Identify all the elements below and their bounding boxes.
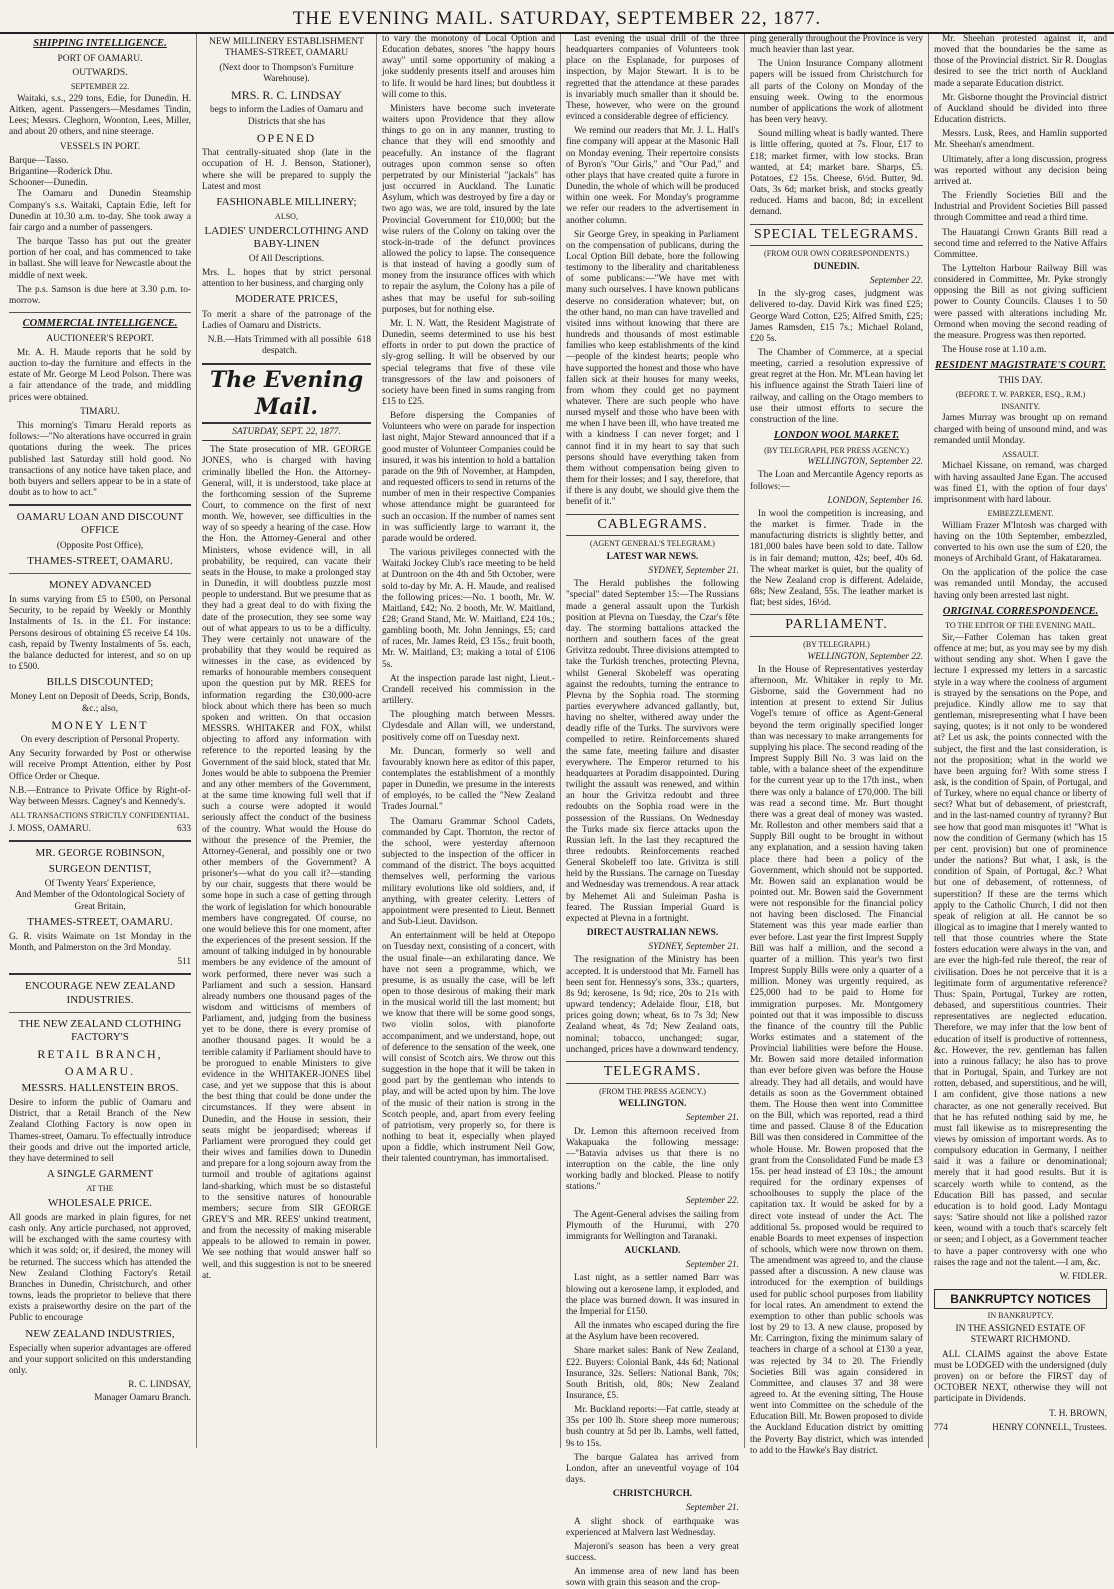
column-5 [744, 34, 928, 1456]
sheehan-text: Mr. Sheehan protested against it, and moved that the boundaries be the same as those of the Provincial district. Sir R. Douglas desired to see the trict north of Auckland made a separate Education district. [934, 34, 1107, 89]
grammar-text: The Oamaru Grammar School Cadets, commanded by Capt. Thornton, the rector of the school, were yesterday afternoon subjected to the inspection of the officer in command of the district. The boys acquitted themselves well, performing the various military evolutions like old soldiers, and, if anything, with greater celerity. Letters of appointment were presented to Lieut. Bennett and Sub-Lieut. Davidson. [382, 816, 555, 928]
nz-industries: NEW ZEALAND INDUSTRIES, [25, 1327, 175, 1340]
fashionable: FASHIONABLE MILLINERY; [216, 195, 357, 208]
war-date: SYDNEY, September 21. [648, 566, 739, 577]
outwards-date: SEPTEMBER 22. [70, 82, 130, 92]
lusk-text: Messrs. Lusk, Rees, and Hamlin supported Mr. Sheehan's amendment. [934, 129, 1107, 151]
to-editor: TO THE EDITOR OF THE EVENING MAIL. [945, 621, 1096, 631]
union-text: The Union Insurance Company allotment papers will be issued from Christchurch for all parts of the Colony on Monday of the ensuing week. Owing to the enormous number of applications the work of allotment has been very heavy. [750, 59, 923, 126]
land-text: An immense area of new land has been sown with grain this season and the crop- [566, 1567, 739, 1589]
friendly-text: The Friendly Societies Bill and the Industrial and Provident Societies Bill passed through Committee and read a third time. [934, 191, 1107, 224]
dunedin-title: DUNEDIN. [813, 261, 860, 272]
divider [9, 973, 191, 975]
duncan-text: Mr. Duncan, formerly so well and favourably known here as editor of this paper, contemplates the establishment of a monthly paper in Dunedin, we presume in the interests of employés, to be called the "New Zealand Trades Journal." [382, 746, 555, 813]
single-garment: A SINGLE GARMENT [46, 1168, 154, 1180]
market-text: Share market sales: Bank of New Zealand, £22. Buyers: Colonial Bank, 44s 6d; National Insurance, 32s. Sellers: National Bank, 70s; South British, old, 80s; New Zealand Insurance, £5. [566, 1346, 739, 1401]
also: ALSO, [275, 212, 298, 221]
dentist-advert [9, 847, 191, 969]
auctioneer-title: AUCTIONEER'S REPORT. [46, 333, 154, 344]
ladies: LADIES' UNDERCLOTHING AND BABY-LINEN [204, 224, 369, 250]
ploughing-text: The ploughing match between Messrs. Clydesdale and Allan will, we understand, positively come off on Tuesday next. [382, 710, 555, 743]
millinery-sub: (Next door to Thompson's Furniture Warehouse). [219, 62, 354, 84]
bills-title: BILLS DISCOUNTED; [46, 676, 154, 689]
ultimately-text: Ultimately, after a long discussion, progress was reported without any decision being arrived at. [934, 154, 1107, 187]
wellington-date: September 21. [685, 1113, 739, 1124]
hallenstein-text: MESSRS. HALLENSTEIN BROS. [21, 1081, 179, 1094]
money-text: In sums varying from £5 to £500, on Personal Security, to be repaid by Weekly or Monthly Instalments of 1s. in the £1. For instance: Persons desirous of obtaining £5 receive £4 10s. cash, repaid by Twenty Instalments of 5s. each, the balance deducted for interest, and so on up to £500. [9, 595, 191, 673]
money-lent: MONEY LENT [51, 717, 149, 732]
moss-signature: J. MOSS, OAMARU. 633 [9, 823, 191, 834]
outwards-title: OUTWARDS. [72, 67, 128, 78]
australian-title: DIRECT AUSTRALIAN NEWS. [586, 928, 719, 939]
shipping-title: SHIPPING INTELLIGENCE. [33, 38, 167, 49]
hopes-text: Mrs. L. hopes that by strict personal attention to her business, and charging only [202, 268, 371, 290]
outwards-text: Waitaki, s.s., 229 tons, Edie, for Dunedin. H. Aitken, agent. Passengers—Mesdames Tindin, Lees; Messrs. Cleghorn, Woonton, Lees, Miller, and about 20 others, and nine steerage. [9, 93, 191, 138]
divider [9, 573, 191, 574]
war-text: The Herald publishes the following "special" dated September 15:—The Russians made a general assault upon the Turkish position at Plevna on Tuesday, the Czar's fête day. The storming battalions attacked the northern and southern faces of the great Grivitza redoubt. Three divisions attempted to take the Turkish trenches, protecting Plevna, whilst General Skobeleff was operating against the redoubts, turning the entrance to Plevna by the Sophia road. The storming parties everywhere advanced gallantly, but, having no shelter, withered away under the deadly rifle of the Turks. The survivors were compelled to retire. Reinforcements shared the same fate, meeting failure and disaster everywhere. The Emperor returned to his headquarters at Poradim disappointed. During twilight the assault was renewed, and within an hour the Grivitza redoubt and three redoubts on the Sophia road were in the possession of the Russians. On Wednesday the Turks made six fierce attacks upon the Russian left. In the last they recaptured the three redoubts. Reinforcements reached General Skobeleff too late. Grivitza is still held by the Russians. The carnage on Tuesday and Wednesday was tremendous. A rear attack by Mehemet Ali and Suleiman Pasha is feared. The Russian Imperial Guard is expected at Plevna in a fortnight. [566, 579, 739, 924]
drill-text: Last evening the usual drill of the three headquarters companies of Volunteers took place on the Esplanade, for purposes of inspection, by Major Stewart. It is to be regretted that the attendance at these parades is invariably much smaller than it should be. These, however, who were on the ground evinced a considerable degree of efficiency. [566, 34, 739, 123]
wellington-text: Dr. Lemon this afternoon received from Wakapuaka the following message:—"Batavia advises us that there is no interruption on the cable, the line only working badly and blocked. Please to notify stations." [566, 1126, 739, 1193]
clothing-title: THE NEW ZEALAND CLOTHING FACTORY'S [18, 1017, 182, 1043]
embezzlement-text: William Frazer M'Intosh was charged with having on the 10th September, embezzled, converted to his own use the sum of £20, the moneys of Archibald Grant, of Hakataramea. [934, 520, 1107, 565]
lindsay-text: begs to inform the Ladies of Oamaru and Districts that she has [209, 105, 364, 127]
column-2 [196, 34, 376, 1448]
columns [4, 34, 1112, 1589]
wool-title: LONDON WOOL MARKET. [773, 430, 900, 442]
editorial-cont: to vary the monotony of Local Option and Education debates, snores "the happy hours away" until some opportunity of making a joke suddenly presents itself and arouses him to life. It would be hard lines; but doubtless it will come to this. [382, 34, 555, 100]
cont-text: ping generally throughout the Province is very much heavier than last year. [750, 34, 923, 56]
christchurch-date: September 21. [685, 1503, 739, 1514]
dunedin-date: September 22. [869, 276, 923, 287]
vessels-title: VESSELS IN PORT. [59, 141, 141, 152]
wool-date: WELLINGTON, September 22. [807, 457, 923, 468]
wellington-title: WELLINGTON. [618, 1099, 687, 1110]
fidler-sign: W. FIDLER. [1059, 1271, 1107, 1282]
bills-text: Money Lent on Deposit of Deeds, Scrip, Bonds, &c.; also, [10, 692, 190, 714]
bankruptcy-title: BANKRUPTCY NOTICES [934, 1289, 1107, 1309]
dentist-exp: Of Twenty Years' Experience, [44, 879, 156, 890]
vessel-item: Barque—Tasso. [9, 155, 69, 166]
harbour-text: The Lyttelton Harbour Railway Bill was considered in Committee, Mr. Pyke strongly opposing the Bill as not giving sufficient power to County Councils. Clauses 1 to 50 were passed with alterations including Mr. Ormond when moving the second reading of the measure. Progress was then reported. [934, 263, 1107, 341]
retail-title: RETAIL BRANCH, [37, 1047, 163, 1062]
security-text: Any Security forwarded by Post or otherwise will receive Prompt Attention, either by Post Office Order or Cheque. [9, 749, 191, 782]
watt-text: Mr. I. N. Watt, the Resident Magistrate of Dunedin, seems determined to use his best efforts in order to put down the practice of sly-grog selling. It will be observed by our special telegrams that five of these vile transgressors of the law and poisoners of society have been fined in sums ranging from £15 to £25. [382, 318, 555, 407]
retail-place: OAMARU. [64, 1064, 136, 1079]
timaru-text: This morning's Timaru Herald reports as follows:—"No alterations have occurred in grain quotations during the week. The prices published last Saturday still hold good. No transactions of any notice have taken place, and both buyers and sellers appear to be in a state of doubt as to how to act." [9, 421, 191, 499]
buckland-text: Mr. Buckland reports:—Fat cattle, steady at 35s per 100 lb. Store sheep more numerous; bush country at 5d per lb. Lambs, well fatted, 9s to 15s. [566, 1405, 739, 1449]
rm-title: RESIDENT MAGISTRATE'S COURT. [935, 360, 1106, 372]
cablegrams-title: CABLEGRAMS. [566, 514, 739, 537]
auckland-text: Last night, as a settler named Barr was blowing out a kerosene lamp, it exploded, and the place was burned down. It was insured in the Imperial for £150. [566, 1273, 739, 1317]
millinery-title: NEW MILLINERY ESTABLISHMENT THAMES-STREET, OAMARU [209, 37, 364, 59]
assault-text: Michael Kissane, on remand, was charged with having assaulted Jane Egan. The accused was fined £1, with the option of four days' imprisonment with hard labour. [934, 461, 1107, 505]
lindsay-sign: R. C. LINDSAY, [128, 1380, 191, 1391]
column-1 [4, 34, 196, 1448]
special-title: SPECIAL TELEGRAMS. [750, 224, 923, 247]
christchurch-title: CHRISTCHURCH. [612, 1489, 693, 1500]
timaru-title: TIMARU. [80, 406, 120, 417]
hats-line: N.B.—Hats Trimmed with all possible despatch. 618 [207, 334, 371, 357]
at-the: AT THE [86, 1184, 114, 1194]
telegrams-title: TELEGRAMS. [566, 1061, 739, 1084]
opened: OPENED [256, 130, 317, 145]
agent-text: The Agent-General advises the sailing from Plymouth of the Hurunui, with 270 immigrants for Wellington and Taranaki. [566, 1209, 739, 1242]
auckland-date: September 21. [685, 1260, 739, 1271]
steam-text: The Oamaru and Dunedin Steamship Company's s.s. Waitaki, Captain Edie, left for Dunedin at 10.30 a.m. to-day. She took away a fair cargo and a number of passengers. [9, 189, 191, 233]
special-sub: (FROM OUR OWN CORRESPONDENTS.) [764, 249, 909, 259]
lindsay-name: MRS. R. C. LINDSAY [231, 88, 342, 103]
wool-sub: (BY TELEGRAPH, PER PRESS AGENCY.) [764, 445, 909, 455]
premises-text: That centrally-situated shop (late in the occupation of H. J. Benson, Stationer), where she will be prepared to supply the Latest and most [202, 148, 371, 192]
war-title: LATEST WAR NEWS. [606, 551, 699, 562]
australian-text: The resignation of the Ministry has been accepted. It is understood that Mr. Farnell has been sent for. Hennessy's sons, 33s.; quarters, 8s 9d; kerosene, 1s 9d; rice, 20s to 21s with upward tendency; Adelaide flour, £18, but prices going down; wheat, 6s to 7s 3d; New Zealand wheat, 4s 7d; New Zealand oats, nominal; tobacco, unchanged; sugar, unchanged, prices have a downward tendency. [566, 955, 739, 1055]
commercial-title: COMMERCIAL INTELLIGENCE. [22, 318, 178, 330]
wellington-date2: September 22. [685, 1196, 739, 1207]
assault-title: ASSAULT. [1002, 449, 1039, 459]
telegrams-sub: (FROM THE PRESS AGENCY.) [599, 1086, 706, 1096]
loan-street: THAMES-STREET, OAMARU. [27, 554, 173, 567]
desire-text: Desire to inform the public of Oamaru and District, that a Retail Branch of the New Zealand Clothing Factory is now open in Thames-street, Oamaru. To effectually introduce their goods and drive out the imported article, they have determined to sell [9, 1098, 191, 1164]
gisborne-text: Mr. Gisborne thought the Provincial district of Auckland should be divided into three Education districts. [934, 92, 1107, 126]
column-6 [928, 34, 1112, 1448]
nb-text: N.B.—Entrance to Private Office by Right-of-Way between Messrs. Cagney's and Kennedy's. [9, 785, 191, 807]
loan-title: OAMARU LOAN AND DISCOUNT OFFICE [16, 511, 184, 537]
moderate: MODERATE PRICES, [235, 293, 338, 306]
galatea-text: The barque Galatea has arrived from London, after an uneventful voyage of 104 days. [566, 1452, 739, 1486]
paper-date: SATURDAY, SEPT. 22, 1877. [202, 427, 371, 441]
volunteers-text: Before dispersing the Companies of Volunteers who were on parade for inspection last night, Major Steward announced that if a good muster of Volunteer Companies could be insured, it was his intention to hold a battalion parade on the 9th of November, at Hampden, and requested officers to send in returns of the number of men in their respective Companies whose attendance might be guaranteed for such an occasion. If the number of names sent in was sufficiently large to warrant it, the parade would be ordered. [382, 411, 555, 544]
rm-before: (BEFORE T. W. PARKER, ESQ., R.M.) [955, 390, 1086, 400]
inspection-text: At the inspection parade last night, Lieut.-Crandell received his commission in the artillery. [382, 673, 555, 707]
paper-title: The Evening Mail. [202, 363, 371, 424]
wool-intro: The Loan and Mercantile Agency reports as follows:— [750, 470, 923, 492]
parliament-title: PARLIAMENT. [750, 614, 923, 637]
otepopo-text: An entertainment will be held at Otepopo on Tuesday next, consisting of a concert, with the usual finale—an exhilarating dance. We have not seen a programme, which, we presume, is as usually the case, will be left open to those desirous of making their mark in the musical world till the last moment; but we know that there will be some good songs, two violin solos, with pianoforte accompaniment, and we understand, hope, out of deference to the sensation of the week, one will consist of Scotch airs. We throw out this suggestion in the hope that it will be taken in good part by the gentleman who intends to play, and will be acted upon by him. The love of the music of their nation is strong in the Scotch people, and, apart from every feeling of patriotism, very properly so, for there is nothing to beat it, especially when played upon a fiddle, which instrument Neil Gow, their talented countryman, has immortalised. [382, 931, 555, 1165]
goods-text: All goods are marked in plain figures, for net cash only. Any article purchased, not approved, will be exchanged with the same courtesy with which it was sold; or, if desired, the money will be returned. The success which has attended the New Zealand Clothing Factory's Retail Branches in Dunedin, Christchurch, and other towns, leads the proprietor to believe that there exists a praiseworthy desire on the part of the Public to encourage [9, 1212, 191, 1324]
chamber-text: The Chamber of Commerce, at a special meeting, carried a resolution expressive of great regret at the Hon. Mr. M'Lean having let his influence against the Strath Taieri line of railway, and calling on the Otago members to use their utmost efforts to secure the construction of the line. [750, 347, 923, 425]
brown-sign: T. H. BROWN, [1049, 1408, 1107, 1419]
insanity-text: James Murray was brought up on remand charged with being of unsound mind, and was remanded until Monday. [934, 413, 1107, 446]
christchurch-text: A slight shock of earthquake was experienced at Malvern last Wednesday. [566, 1516, 739, 1538]
port-title: PORT OF OAMARU. [57, 53, 143, 64]
claims-text: ALL CLAIMS against the above Estate must be LODGED with the undersigned (duly proven) on or before the FIRST day of OCTOBER NEXT, otherwise they will not participate in Dividends. [934, 1349, 1107, 1405]
letter-text: Sir,—Father Coleman has taken great offence at me; but, as you may see by my dish without sending any shot. When I gave the lecture I expressed my letters in a sarcastic style in a way where the coolness of argument is strayed by the sensations on the Pope, and prejudice. Kindly allow me to say that gentleman, misrepresenting what I have been saying, quotes; is it not only to be wondered at? Let us ask, the points connected with the subject, the first and the last consideration, is not the proposition; what in the world we have been arguing for? With some stress I ask, is the condition of Spain, of Portugal, and of Turkey, where no equal chance or liberty of sect? What but of debasement, of priestcraft, and in the last-named country of tyranny? But see how that good man misquotes it! "What is now the condition of Germany (which has 15 per cent. provision) but one of prominence under the nations? But what, I ask, is the condition of Spain, of Portugal, &c.? What but one of debasement, of rottenness, of superstition? If these are the terms which apply to the Catholic Church, I did not then speak of religion at all. He cannot be so illogical as to imagine that I merely wanted to tell that those countries where the State fosters education were always in the van, and are ever the high-fed rule thereof, the rear of civilisation. Does he not perceive that it is a legitimate form of argumentative reference? Thus: Spain, Portugal, Turkey are rotten, debased, and superstitious countries. Their representatives are neglected education. Therefore, we may infer that the low bent of education of itself is productive of rottenness, &c. However, the rev. gentleman has fallen into a ruinous fallacy; he also has to prove that in Portugal, Spain, and Turkey are not rotten, debased, and superstitious, and he will, I am confident, give those nations a new character, as one not generally received. But that he has refuted nothing said by me, he must fall likewise as to misrepresenting the views by omission of important words. As to compulsory education in Germany, I neither said it was a failure or denominational; merely that it had good results. But it is scarcely worth while to contend, as the Education Bill has passed, and secular education is to hold good. Lady Montagu says: 'Satire should not like a polished razor keen, wound with a touch that's scarcely felt or seen; and I object, as a Government teacher to have a paper controversy with one who raises the rage and not the talent.—I am, &c. [934, 632, 1107, 1268]
all-desc: Of All Descriptions. [248, 253, 325, 264]
rm-day: THIS DAY. [998, 375, 1043, 386]
dentist-num: 511 [177, 957, 191, 968]
grey-text: Sir George Grey, in speaking in Parliament on the compensation of publicans, during the Local Option Bill debate, bore the following testimony to the liberality and charitableness of some publicans:—"We have met with many such ourselves. I have known publicans deserve no consideration whatever; but, on the other hand, no man can have travelled and visited inns without knowing that there are hundreds and thousands of most estimable families who keep establishments of the kind—people of the kindest hearts; people who have supported the honest and those who have fallen sick at their houses for many weeks, from whom they could get no payment whatever. There are such people who have nursed myself and those who have been with me when I have been ill, who have treated me with a kindness I can never forget; and I cannot find it in my heart to say that such persons should have everything taken from them without compensation being given to them for their losses; and I say, therefore, that if there is any doubt, we should give them the benefit of it." [566, 229, 739, 508]
insanity-title: INSANITY. [1001, 401, 1040, 411]
milling-text: Sound milling wheat is badly wanted. There is little offering, quoted at 7s. Flour, £17 to £18; market firmer, with low stocks. Bran wanted, at £4; market bare. Sharps, £5. Potatoes, £2 15s. Cheese, 6½d. Butter, 9d. Oats, 3s 6d; market brisk, and stocks greatly reduced. Hams and bacon, 8d; in excellent demand. [750, 129, 923, 218]
money-title: MONEY ADVANCED [48, 578, 152, 591]
manager-sign: Manager Oamaru Branch. [94, 1393, 191, 1404]
divider [9, 312, 191, 313]
estate-title: IN THE ASSIGNED ESTATE OF STEWART RICHMOND. [955, 1324, 1086, 1346]
dentist-name: MR. GEORGE ROBINSON, [35, 846, 165, 859]
in-bankruptcy: IN BANKRUPTCY. [987, 1311, 1054, 1321]
column-4 [560, 34, 744, 1589]
loan-advert [9, 511, 191, 835]
merit-text: To merit a share of the patronage of the Ladies of Oamaru and Districts. [202, 309, 371, 331]
dentist-visit: G. R. visits Waimate on 1st Monday in the Month, and Palmerston on the 3rd Monday. [9, 931, 191, 954]
money-lent-text: On every description of Personal Property. [20, 735, 180, 746]
tasso-text: The barque Tasso has put out the greater portion of her coal, and has commenced to take in ballast. She will leave for Newcastle about the middle of next week. [9, 237, 192, 281]
original-title: ORIGINAL CORRESPONDENCE. [942, 605, 1099, 617]
especially-text: Especially when superior advantages are offered and your support solicited on this understanding only. [9, 1343, 191, 1377]
auckland-title: AUCKLAND. [624, 1246, 681, 1257]
vessel-item: Schooner—Dunedin. [9, 178, 88, 189]
vessel-item: Brigantine—Roderick Dhu. [9, 167, 113, 178]
australian-date: SYDNEY, September 21. [648, 942, 739, 953]
rose-text: The House rose at 1.10 a.m. [942, 345, 1047, 356]
hauatangi-text: The Hauatangi Crown Grants Bill read a second time and referred to the Native Affairs Committee. [934, 227, 1107, 260]
embezzlement-title: EMBEZZLEMENT. [987, 509, 1054, 519]
auckland-text2: All the inmates who escaped during the fire at the Asylum have been recovered. [566, 1321, 739, 1343]
wool-text: In wool the competition is increasing, and the market is firmer. Trade in the manufacturing districts is slightly better, and 181,000 bales have been sold to date. Tallow is in fair demand; mutton, 42s; beef, 40s 6d. The wheat market is quiet, but the quality of the New Zealand crop is different. Adelaide, 68s; New Zealand, 55s. The leather market is flat; best sides, 16½d. [750, 508, 923, 609]
encourage-title: ENCOURAGE NEW ZEALAND INDUSTRIES. [24, 980, 176, 1006]
millinery-advert [202, 37, 371, 357]
wholesale: WHOLESALE PRICE. [48, 1196, 152, 1209]
masthead: THE EVENING MAIL. SATURDAY, SEPTEMBER 22, 1877. [0, 4, 1114, 34]
ministers-text: Ministers have become such inveterate waiters upon Providence that they allow things to go on in any manner, trusting to chance that they will end smoothly and peacefully. An instance of the flagrant outrages upon common sense so often perpetrated by our Ministerial "jackals" has just occurred in Auckland. The Lunatic Asylum, which was destroyed by fire a day or two ago was, we are told, insured by the late Provincial Government for £10,000; but the wise rulers of the Colony on taking over the stock-in-trade of the defunct provinces allowed the policy to lapse. The consequence is that instead of having a goodly sum of money from the insurance offices with which to repair the asylum, the Colony has a pile of ashes that may be useful for sub-soiling purposes, but for nothing else. [382, 103, 555, 315]
dentist-street: THAMES-STREET, OAMARU. [27, 915, 173, 928]
wool-date2: LONDON, September 16. [827, 495, 923, 506]
column-3 [376, 34, 560, 1448]
application-text: On the application of the police the case was remanded until Monday, the accused having only been arrested last night. [934, 568, 1107, 601]
divider [9, 1012, 191, 1013]
clothing-advert [9, 980, 191, 1404]
divider [9, 504, 191, 506]
dunedin-text: In the sly-grog cases, judgment was delivered to-day. David Kirk was fined £25; George Ward Cotton, £25; Alfred Smith, £25; James Ramsden, £15 7s.; Michael Roland, £20 5s. [750, 289, 923, 344]
auctioneer-text: Mr. A. H. Maude reports that he sold by auction to-day the furniture and effects in the estate of Mr. George M Leod Polson. There was a fair attendance of the trade, and middling prices were obtained. [9, 348, 191, 403]
parliament-text: In the House of Representatives yesterday afternoon, Mr. Whitaker in reply to Mr. Gisborne, said the Government had no intention at present to extend Sir Julius Vogel's tenure of office as Agent-General beyond the term originally specified longer than was necessary to make arrangements for supplying his place. The second reading of the Imprest Supply Bill No. 3 was laid on the table, with a balance sheet of the expenditure for the current year up to the 17th inst., when there was only a balance of £70,000. The bill was read a second time. Mr. Burt thought there was a great deal of money was wasted. Mr. Rolleston and other members said that a Supply Bill ought to be brought in without any explanation, and a session having taken place there had been a policy of the Government, which should not be supported. Mr. Bowen said an explanation would be pointed out. Mr. Bowen said the Government were not responsible for the financial policy not having been disclosed. The Financial Statement was this year made earlier than ever before. Last year the first Imprest Supply Bill was half a million, and the second a quarter of a million. This year's two first Imprest Supply Bills were only a quarter of a million. Money was urgently required, as £25,000 had to be paid to Home for immigration purposes. Mr. Montgomery pointed out that it was impossible to discuss the finance of the country till the Public Works estimates and a statement of the Provincial liabilities were before the House. Mr. Bowen said more detailed information than ever before given was before the House already. They had all details, and would have details as soon as the Government obtained them. The House then went into Committee on the Bill, which was reported, read a third time and passed. Clause 8 of the Education Bill was then considered in Committee of the whole House. Mr. Bowen proposed that the grant from the Consolidated Fund be made £3 15s. per head instead of £3 10s.; the amount required for the ordinary expenses of schoolhouses to supply the place of the capitation tax. It would be asked for by a direct vote instead of under the Act. The additional 5s. proposed would be required to enable Boards to meet expenses of inspection of schools, which were now thrown on them. The amendment was agreed to, and the clause passed after a discussion. A new clause was introduced for the exemption of buildings used for public school purposes from liability for local rates. An amendment to extend the exemption to other than public schools was lost by 29 to 13. A new clause, proposed by Mr. Carrington, fixing the minimum salary of teachers in charge of a school at £130 a year, was rejected by 34 to 20. The Friendly Societies Bill was again considered in Committee, and clauses 37 and 38 were agreed to. At the evening sitting, The House went into Committee on the schedule of the Education Bill. Mr. Bowen proposed to divide the Auckland Education district by omitting the Poverty Bay district, which was intended to add to the Hawke's Bay district. [750, 664, 923, 1456]
jockey-text: The various privileges connected with the Waitaki Jockey Club's race meeting to be held at Duntroon on the 4th and 5th October, were sold to-day by Mr. A. H. Maude, and realised the following prices:—No. 1 booth, Mr. W. Maitland, £42; No. 2 booth, Mr. W. Maitland, £28; Grand Stand, Mr. W. Maitland, £24 10s.; gambling booth, Mr. John Jennings, £5; card of races, Mr. James Reid, £3 15s.; fruit booth, Mr. W. Maitland, £3; making a total of £106 5s. [382, 548, 555, 670]
hall-text: We remind our readers that Mr. J. L. Hall's fine company will appear at the Masonic Hall on Monday evening. Their repertoire consists of Byron's "Our Girls," and "Our Pad," and other plays that have created quite a furore in Dunedin, the whole of which will be produced within one week. For Monday's programme we refer our readers to the advertisement in another column. [566, 126, 739, 226]
cablegrams-sub: (AGENT GENERAL'S TELEGRAM.) [590, 539, 715, 549]
divider [9, 840, 191, 842]
trustees-line: 774 HENRY CONNELL, Trustees. [934, 1422, 1107, 1433]
dentist-title: SURGEON DENTIST, [48, 863, 152, 876]
editorial-text: The State prosecution of MR. GEORGE JONES, who is charged with having criminally libelled the Hon. the Attorney-General, will, it is understood, take place at the forthcoming session of the Supreme Court, to commence on the first of next month. We, however, see difficulties in the way of so speedy a hearing of the case. How the Hon. the Attorney-General and other Ministers, whose evidence will, in all probability, be required, can vacate their seats in the House, to make a prolonged stay in Dunedin, it will doubtless puzzle most people to understand. But we presume that as they had a great deal to do with fixing the date of the prosecution, they see some way out of what appears to us to be a difficulty. They were certainly not unaware of the probability that they would be required as witnesses in the case, as evidenced by remarks of honourable members consequent upon the question put by MR. REES for information regarding the £30,000-acre block about which there has been so much spoken and written. On that occasion MESSRS. WHITAKER and FOX, whilst objecting to afford any information with reference to the reported leasing by the Government of the said block, stated that Mr. Jones would be able to subpoena the Premier and any other members of the Government, at the same time knowing full well that if such a course were adopted it would seriously affect the conduct of the business of the country. What would the House do without the presence of the Premier, the Attorney-General, and possibly one or two other members of the Government? A prisoner's—what do you call it?—standing by our chair, suggests that there would be some hope in such a case of getting through the work of legislation for which honourable members have congregated. Of course, no one would believe this for one moment, after the experiences of the present session. If the amount of talking indulged in by honourable members be any evidence of the amount of work performed, there never was such a Parliament and such a session. Hansard already numbers one thousand pages of the wisdom and witticisms of members of Parliament, and, judging from the business yet to be done, there is every promise of another thousand pages. It would be a terrible calamity if Parliament should have to be prorogued to enable Ministers to give evidence in the WHITAKER-JONES libel case, and yet we suppose that this is about the best thing that could be done under the circumstances. If they were absent in Dunedin, and the House in session, their seats might be jeopardised; whereas if Parliament were prorogued they could get their wives and families down to Dunedin and prepare for a long sojourn away from the turmoil and trouble of agitations against land-sharking, which must be so distasteful to the sensitive natures of honourable members; secure from SIR GEORGE GREY'S and MR. REES' unkind treatment, and from the necessity of making miserable appeals to be allowed to remain in power. We see nothing that would answer half so well, and this suggestion is not to be sneered at. [202, 445, 371, 1281]
parliament-date: WELLINGTON, September 22. [807, 651, 923, 662]
parliament-sub: (BY TELEGRAPH.) [803, 640, 870, 650]
samson-text: The p.s. Samson is due here at 3.30 p.m. to-morrow. [9, 284, 191, 306]
dentist-society: And Member of the Odontological Society of Great Britain, [15, 890, 185, 912]
loan-sub: (Opposite Post Office), [56, 540, 144, 551]
majeroni-text: Majeroni's season has been a very great success. [566, 1541, 739, 1563]
confidential: ALL TRANSACTIONS STRICTLY CONFIDENTIAL. [10, 811, 190, 821]
